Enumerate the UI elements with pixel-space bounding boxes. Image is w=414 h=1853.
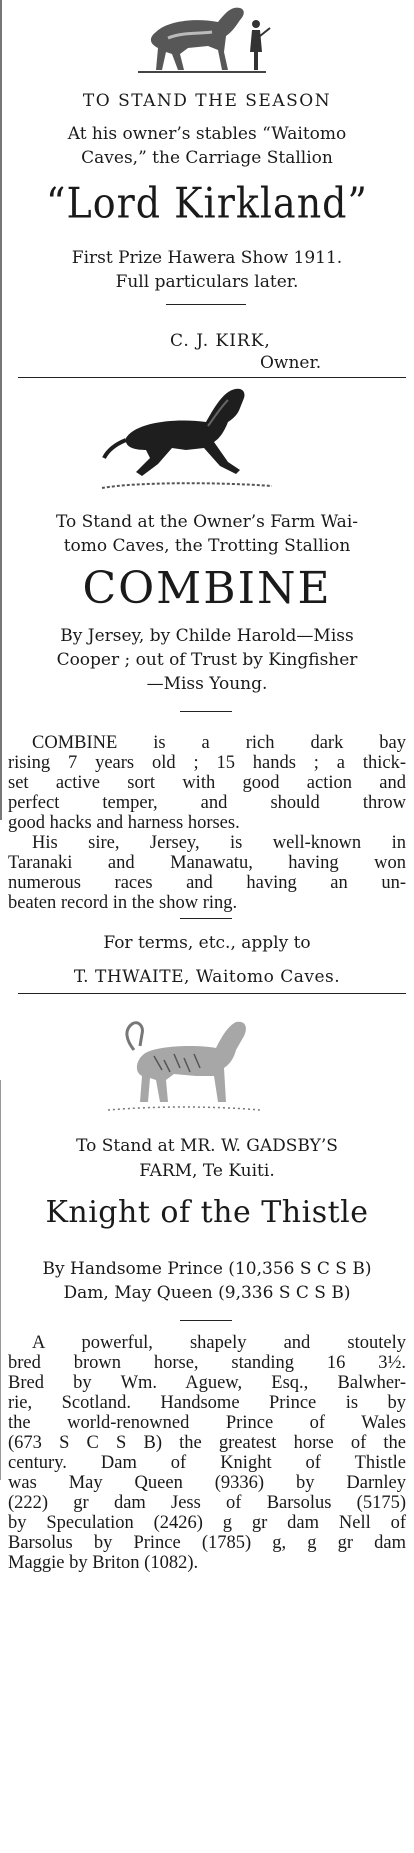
ad1-horse-name: “Lord Kirkland” (46, 178, 368, 228)
ad2-para2-line: numerous races and having an un- (8, 873, 406, 893)
ad2-pedigree-line: —Miss Young. (146, 674, 268, 694)
ad3-pedigree-line: Dam, May Queen (9,336 S C S B) (63, 1283, 351, 1303)
ad3-para-line: was May Queen (9336) by Darnley (8, 1473, 406, 1493)
ad3-para-line: Maggie by Briton (1082). (8, 1553, 199, 1573)
short-divider (180, 711, 232, 712)
column-rule (0, 0, 2, 820)
ad3-para-line: (673 S C S B) the greatest horse of the (8, 1433, 406, 1453)
ad2-para1-line: rising 7 years old ; 15 hands ; a thick- (8, 753, 406, 773)
ad2-para2-line: beaten record in the show ring. (8, 893, 238, 913)
ad3-horse-name: Knight of the Thistle (45, 1195, 369, 1230)
ad3-para-line: Bred by Wm. Aguew, Esq., Balwher- (8, 1373, 406, 1393)
short-divider (180, 918, 232, 919)
ad2-intro (6, 510, 408, 558)
ad1-intro-line: Caves,” the Carriage Stallion (81, 148, 333, 168)
ad3-intro (6, 1134, 408, 1184)
trotting-horse-illustration (96, 378, 276, 502)
ad1-headline: TO STAND THE SEASON (82, 91, 332, 111)
ad1-detail-line: First Prize Hawera Show 1911. (71, 248, 343, 268)
ad1-detail-line: Full particulars later. (115, 272, 299, 292)
draught-horse-illustration (104, 1010, 264, 1120)
ad2-description (8, 733, 406, 913)
ad2-para1-line: set active sort with good action and (8, 773, 406, 793)
ad3-pedigree-line: By Handsome Prince (10,356 S C S B) (42, 1259, 372, 1279)
ad1-intro (6, 122, 408, 170)
ad3-para-line: rie, Scotland. Handsome Prince is by (8, 1393, 406, 1413)
ad3-intro-line: To Stand at MR. W. GADSBY’S (76, 1136, 338, 1156)
ad3-para-line: (222) gr dam Jess of Barsolus (5175) (8, 1493, 406, 1513)
ad1-owner-name: C. J. KIRK, (170, 331, 271, 351)
ad3-para-line: century. Dam of Knight of Thistle (8, 1453, 406, 1473)
ad2-intro-line: tomo Caves, the Trotting Stallion (63, 536, 351, 556)
ad1-intro-line: At his owner’s stables “Waitomo (67, 124, 347, 144)
ad3-para-line: Barsolus by Prince (1785) g, g gr dam (8, 1533, 406, 1553)
ad2-contact: T. THWAITE, Waitomo Caves. (73, 967, 341, 987)
ad3-pedigree (6, 1257, 408, 1305)
ad3-description (8, 1333, 406, 1573)
ad3-para-line: the world-renowned Prince of Wales (8, 1413, 406, 1433)
ad2-para1-line: good hacks and harness horses. (8, 813, 240, 833)
ad2-para2-line: His sire, Jersey, is well-known in (32, 833, 406, 853)
ad3-para-line: bred brown horse, standing 16 3½. (8, 1353, 406, 1373)
section-divider (18, 993, 406, 994)
ad2-para2-line: Taranaki and Manawatu, having won (8, 853, 406, 873)
column-rule (0, 1080, 1, 1480)
ad2-pedigree-line: By Jersey, by Childe Harold—Miss (60, 626, 354, 646)
ad3-para-line: A powerful, shapely and stoutely (32, 1333, 406, 1353)
ad3-intro-line: FARM, Te Kuiti. (139, 1161, 275, 1181)
ad2-pedigree-line: Cooper ; out of Trust by Kingfisher (56, 650, 358, 670)
ad3-para-line: by Speculation (2426) g gr dam Nell of (8, 1513, 406, 1533)
ad2-terms: For terms, etc., apply to (103, 933, 311, 953)
ad2-pedigree (6, 624, 408, 696)
ad2-intro-line: To Stand at the Owner’s Farm Wai- (55, 512, 358, 532)
ad2-para1-line: perfect temper, and should throw (8, 793, 406, 813)
ad1-owner-title: Owner. (260, 353, 322, 373)
ad2-horse-name: COMBINE (82, 563, 332, 614)
carriage-horse-illustration (128, 2, 278, 78)
short-divider (180, 1320, 232, 1321)
ad1-details (6, 246, 408, 294)
ad2-para1-line: COMBINE is a rich dark bay (32, 733, 406, 753)
short-divider (166, 304, 246, 305)
